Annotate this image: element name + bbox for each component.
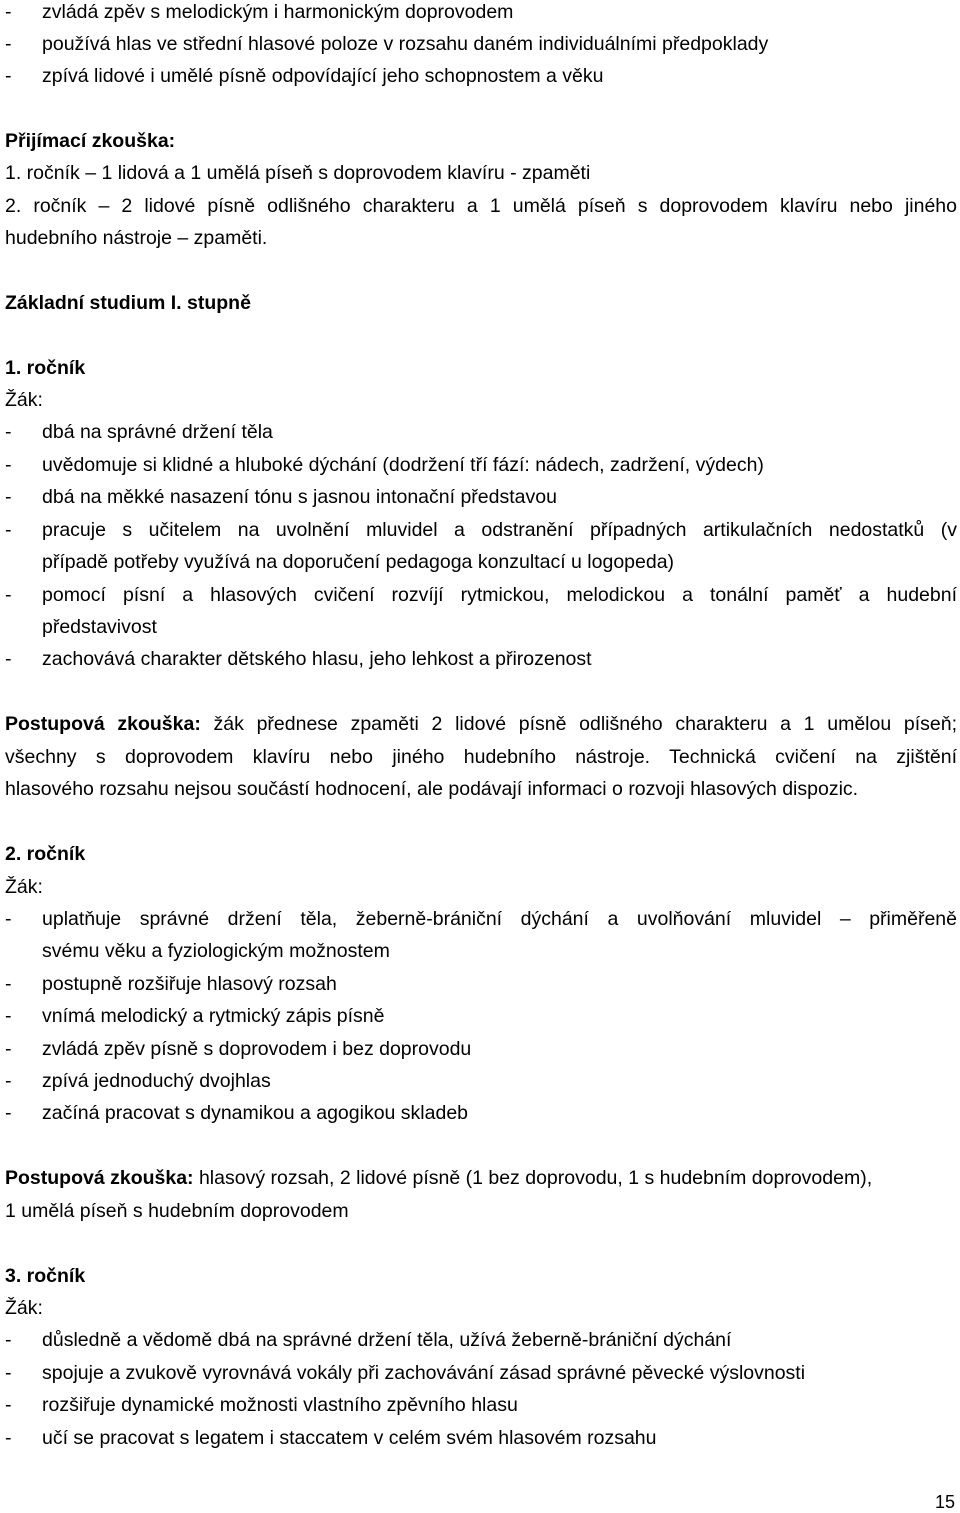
list-item: vnímá melodický a rytmický zápis písně [42, 1005, 385, 1027]
entrance-line-2b: hudebního nástroje – zpaměti. [5, 227, 268, 249]
student-label: Žák: [5, 876, 43, 898]
bullet-dash: - [5, 648, 12, 670]
year-heading: 2. ročník [5, 843, 86, 865]
list-item: rozšiřuje dynamické možnosti vlastního zpěvního hlasu [42, 1394, 518, 1416]
student-label: Žák: [5, 1297, 43, 1319]
bullet-dash: - [5, 1070, 12, 1092]
bullet-dash: - [5, 1427, 12, 1449]
list-item: pracuje s učitelem na uvolnění mluvidel a odstranění případných artikulačních nedostatků (v [42, 519, 957, 541]
list-item: zvládá zpěv s melodickým i harmonickým doprovodem [42, 1, 514, 23]
bullet-dash: - [5, 584, 12, 606]
page-number: 15 [934, 1492, 955, 1512]
exam-paragraph-line-2: všechny s doprovodem klavíru nebo jiného hudebního nástroje. Technická cvičení na zjištění [5, 746, 957, 768]
bullet-dash: - [5, 908, 12, 930]
year-heading: 1. ročník [5, 357, 86, 379]
list-item-cont: představivost [42, 616, 157, 638]
list-item-cont: případě potřeby využívá na doporučení pedagoga konzultací u logopeda) [42, 551, 675, 573]
exam-paragraph-line-2: 1 umělá píseň s hudebním doprovodem [5, 1200, 349, 1222]
bullet-dash: - [5, 65, 12, 87]
entrance-heading: Přijímací zkouška: [5, 130, 176, 152]
student-label: Žák: [5, 389, 43, 411]
list-item: důsledně a vědomě dbá na správné držení těla, užívá žeberně-brániční dýchání [42, 1329, 732, 1351]
bullet-dash: - [5, 454, 12, 476]
exam-label: Postupová zkouška: [5, 1167, 194, 1189]
list-item: používá hlas ve střední hlasové poloze v rozsahu daném individuálními předpoklady [42, 33, 769, 55]
bullet-dash: - [5, 1038, 12, 1060]
list-item-cont: svému věku a fyziologickým možnostem [42, 940, 390, 962]
bullet-dash: - [5, 519, 12, 541]
list-item: zachovává charakter dětského hlasu, jeho lehkost a přirozenost [42, 648, 592, 670]
bullet-dash: - [5, 973, 12, 995]
list-item: pomocí písní a hlasových cvičení rozvíjí rytmickou, melodickou a tonální paměť a hudební [42, 584, 957, 606]
bullet-dash: - [5, 33, 12, 55]
list-item: uvědomuje si klidné a hluboké dýchání (dodržení tří fází: nádech, zadržení, výdech) [42, 454, 764, 476]
bullet-dash: - [5, 1329, 12, 1351]
section-title: Základní studium I. stupně [5, 292, 251, 314]
year-heading: 3. ročník [5, 1265, 86, 1287]
bullet-dash: - [5, 1362, 12, 1384]
list-item: zvládá zpěv písně s doprovodem i bez doprovodu [42, 1038, 472, 1060]
bullet-dash: - [5, 1, 12, 23]
entrance-line-2a: 2. ročník – 2 lidové písně odlišného charakteru a 1 umělá píseň s doprovodem klavíru nebo jiného [5, 195, 957, 217]
exam-paragraph-line-3: hlasového rozsahu nejsou součástí hodnocení, ale podávají informaci o rozvoji hlasových dispozic. [5, 778, 859, 800]
bullet-dash: - [5, 1102, 12, 1124]
exam-paragraph-line-1 [5, 712, 957, 736]
exam-text: žák přednese zpaměti 2 lidové písně odlišného charakteru a 1 umělou píseň; [200, 713, 958, 735]
bullet-dash: - [5, 1394, 12, 1416]
list-item: dbá na měkké nasazení tónu s jasnou intonační představou [42, 486, 557, 508]
bullet-dash: - [5, 421, 12, 443]
exam-paragraph-line-1 [5, 1166, 872, 1190]
list-item: uplatňuje správné držení těla, žeberně-brániční dýchání a uvolňování mluvidel – přiměřeně [42, 908, 957, 930]
list-item: postupně rozšiřuje hlasový rozsah [42, 973, 337, 995]
entrance-line-1: 1. ročník – 1 lidová a 1 umělá píseň s doprovodem klavíru - zpaměti [5, 162, 591, 184]
bullet-dash: - [5, 486, 12, 508]
list-item: učí se pracovat s legatem i staccatem v celém svém hlasovém rozsahu [42, 1427, 657, 1449]
exam-label: Postupová zkouška: [5, 713, 201, 735]
bullet-dash: - [5, 1005, 12, 1027]
list-item: spojuje a zvukově vyrovnává vokály při zachovávání zásad správné pěvecké výslovnosti [42, 1362, 806, 1384]
list-item: dbá na správné držení těla [42, 421, 273, 443]
list-item: zpívá jednoduchý dvojhlas [42, 1070, 271, 1092]
exam-text: hlasový rozsah, 2 lidové písně (1 bez doprovodu, 1 s hudebním doprovodem), [193, 1167, 873, 1189]
list-item: začíná pracovat s dynamikou a agogikou skladeb [42, 1102, 469, 1124]
list-item: zpívá lidové i umělé písně odpovídající jeho schopnostem a věku [42, 65, 604, 87]
